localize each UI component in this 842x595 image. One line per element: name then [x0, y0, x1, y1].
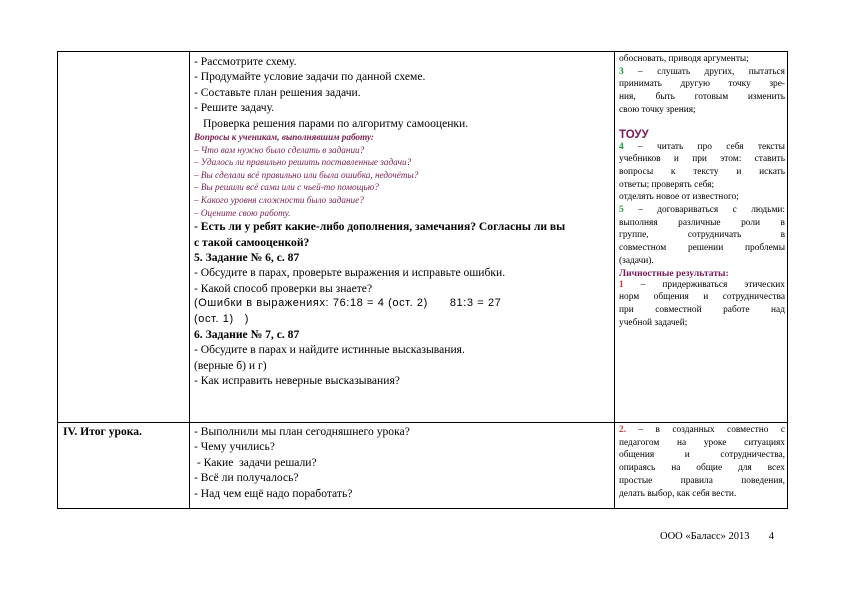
task5-title: 5. Задание № 6, с. 87	[194, 251, 300, 264]
activities-cell	[194, 54, 612, 389]
row-divider	[58, 422, 787, 423]
question-item: – Оцените свою работу.	[194, 207, 291, 218]
task6-title: 6. Задание № 7, с. 87	[194, 328, 300, 342]
task6-line: - Как исправить неверные высказывания?	[194, 374, 400, 388]
result-line: учебной задачей;	[619, 317, 688, 328]
result-line: принимать другую точку зре-	[619, 79, 785, 90]
result-line: свою точку зрения;	[619, 104, 696, 115]
additions-line: с такой самооценкой?	[194, 235, 310, 249]
result-line: отделять новое от известного;	[619, 192, 739, 203]
additions-line: - Есть ли у ребят какие-либо дополнения, замечания? Согласны ли вы	[194, 220, 566, 234]
footer-company: ООО «Баласс» 2013	[660, 531, 750, 542]
question-item: – Вы решили всё сами или с чьей-то помощью?	[194, 182, 379, 193]
page-footer	[660, 531, 774, 542]
activity-line: - Составьте план решения задачи.	[194, 85, 361, 99]
lesson-table	[57, 51, 788, 509]
result-line: выполняя различные роли в	[619, 217, 785, 228]
results-cell	[619, 53, 785, 329]
summary-line: - Чему учились?	[194, 440, 275, 454]
result-line: опираясь на общие для всех	[619, 463, 785, 474]
summary-cell	[194, 424, 612, 501]
column-divider	[614, 52, 615, 508]
result-line: простые правила поведения,	[619, 475, 785, 486]
activity-line: - Решите задачу.	[194, 101, 275, 115]
result-line: совместном решении проблемы	[619, 243, 785, 254]
result-number: 3	[619, 66, 624, 77]
questions-heading: Вопросы к ученикам, выполнявшим работу:	[194, 132, 374, 143]
activity-line: - Продумайте условие задачи по данной схеме.	[194, 70, 426, 84]
summary-line: - Выполнили мы план сегодняшнего урока?	[194, 425, 410, 438]
stage-cell	[63, 424, 187, 439]
errors-line: (Ошибки в выражениях: 76:18 = 4 (ост. 2) 81:3 = 27	[194, 297, 502, 310]
result-line: группе, сотрудничать в	[619, 230, 785, 241]
summary-line: - Всё ли получалось?	[194, 471, 299, 485]
result-line: учебников и при этом: ставить	[619, 154, 785, 165]
result-line: обосновать, приводя аргументы;	[619, 54, 749, 64]
question-item: – Какого уровня сложности было задание?	[194, 195, 364, 205]
activity-line: Проверка решения парами по алгоритму самооценки.	[203, 116, 469, 130]
result-line: норм общения и сотрудничества	[619, 292, 785, 303]
task5-line: - Какой способ проверки вы знаете?	[194, 281, 373, 295]
result-line: 3 – слушать других, пытаться	[619, 66, 785, 77]
task6-line: - Обсудите в парах и найдите истинные высказывания.	[194, 343, 465, 357]
result-line: 5 – договариваться с людьми:	[619, 205, 785, 216]
result-number: 1	[619, 279, 624, 290]
result-line: 1 – придерживаться этических	[619, 279, 785, 290]
result-line: 2. – в созданных совместно с	[619, 425, 785, 435]
errors-line: (ост. 1) )	[194, 312, 250, 325]
stage-title: IV. Итог урока.	[63, 425, 142, 438]
result-line: вопросы к тексту и искать	[619, 166, 785, 177]
result-number: 5	[619, 205, 624, 216]
result-line: ния, быть готовым изменить	[619, 92, 785, 103]
toyy-label: ТОУУ	[619, 128, 649, 141]
result-number: 4	[619, 141, 624, 152]
page-number: 4	[768, 531, 775, 542]
result-line: 4 – читать про себя тексты	[619, 141, 785, 152]
personal-results-label: Личностные результаты:	[619, 267, 729, 279]
task5-line: - Обсудите в парах, проверьте выражения и исправьте ошибки.	[194, 266, 506, 280]
summary-line: - Какие задачи решали?	[194, 455, 317, 469]
result-line: педагогом на уроке ситуациях	[619, 437, 785, 448]
result-line: (задачи).	[619, 255, 654, 266]
task6-line: (верные б) и г)	[194, 358, 267, 372]
summary-line: - Над чем ещё надо поработать?	[194, 486, 353, 500]
result-line: ответы; проверять себя;	[619, 179, 715, 190]
question-item: – Вы сделали всё правильно или была ошибка, недочёты?	[194, 169, 419, 180]
question-item: – Что вам нужно было сделать в задании?	[194, 144, 365, 155]
result-line: общения и сотрудничества,	[619, 450, 785, 461]
question-item: – Удалось ли правильно решить поставленные задачи?	[194, 157, 412, 168]
activity-line: - Рассмотрите схему.	[194, 55, 297, 68]
column-divider	[189, 52, 190, 508]
result-number: 2.	[619, 425, 627, 435]
result-line: делать выбор, как себя вести.	[619, 488, 737, 499]
summary-results-cell	[619, 424, 785, 500]
result-line: при совместной работе над	[619, 304, 785, 315]
